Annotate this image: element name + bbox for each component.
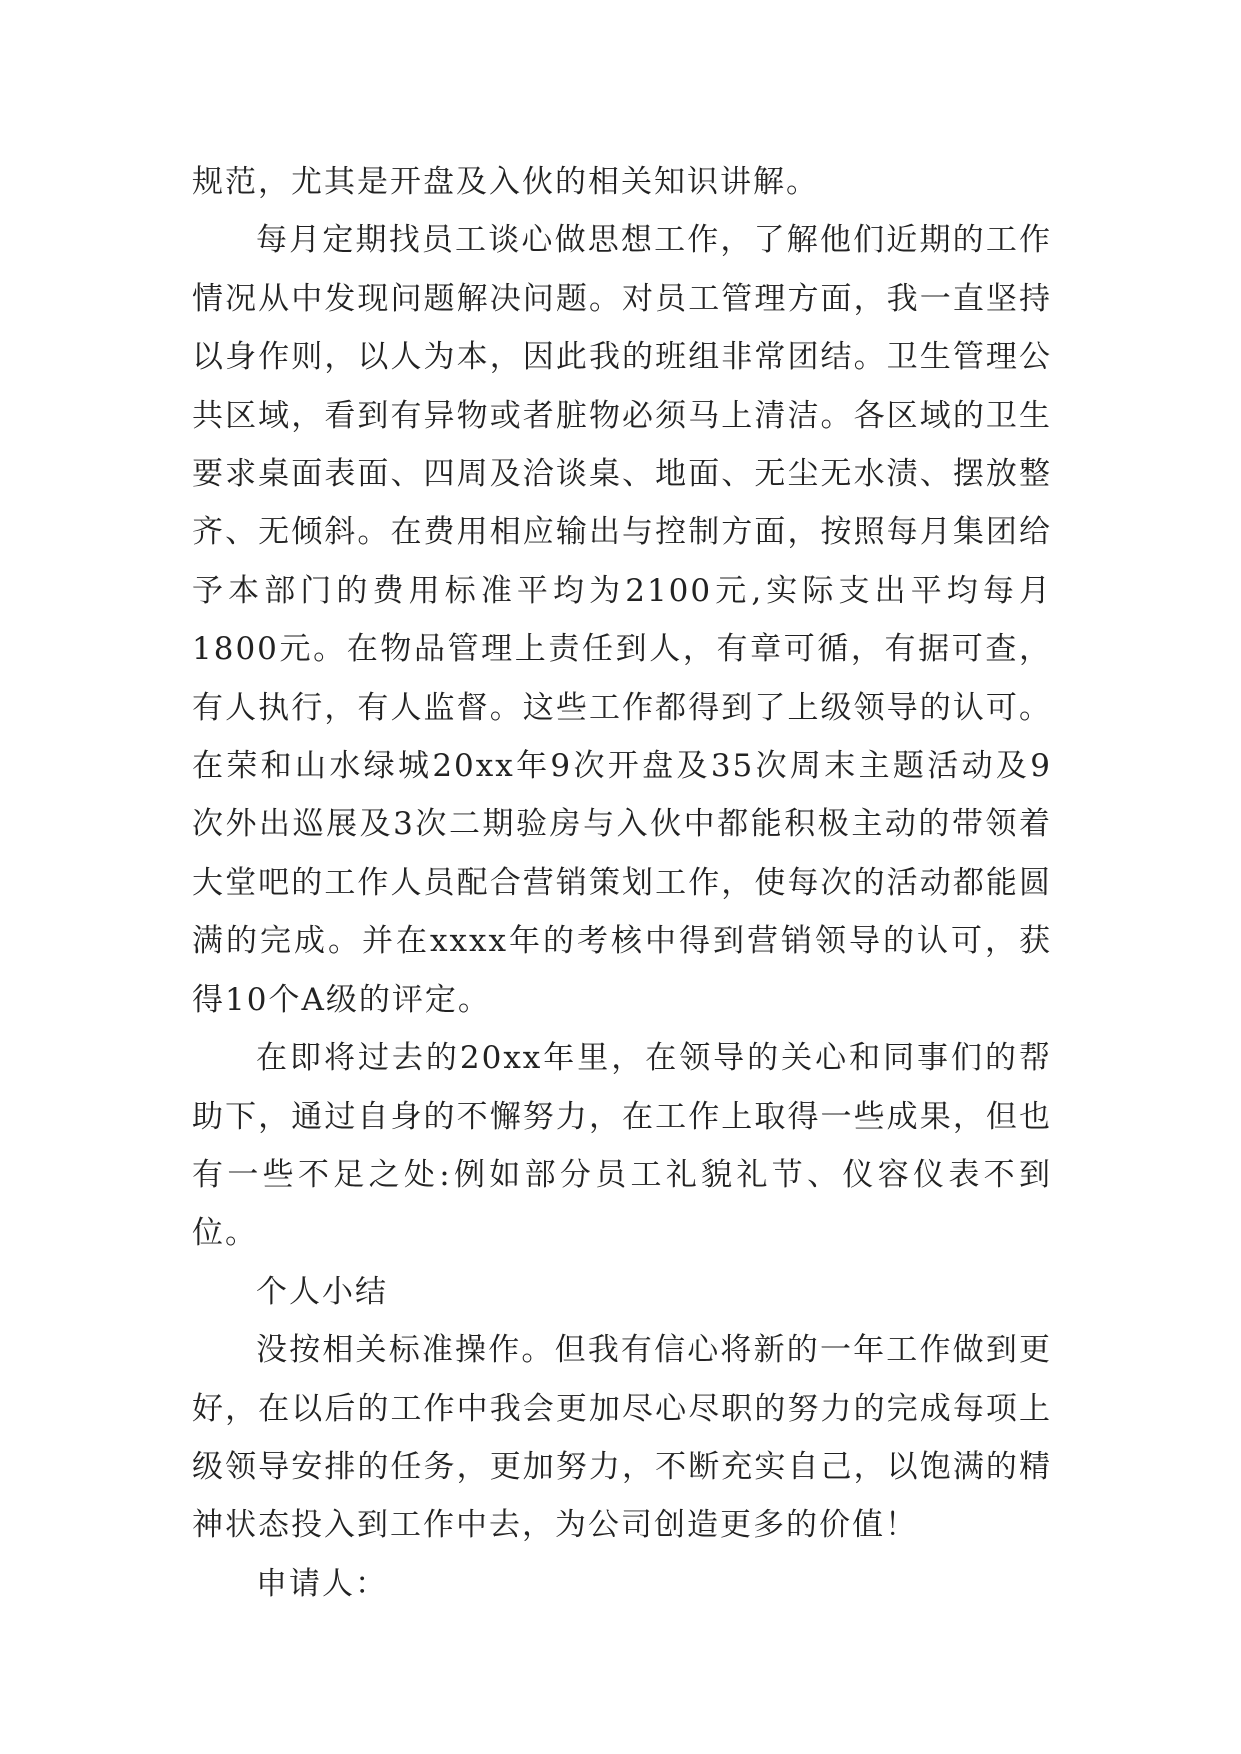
paragraph-shortcomings: 在即将过去的20xx年里，在领导的关心和同事们的帮助下，通过自身的不懈努力，在工作上取得一些成果，但也有一些不足之处:例如部分员工礼貌礼节、仪容仪表不到位。 bbox=[192, 1040, 1052, 1252]
paragraph-work-summary: 每月定期找员工谈心做思想工作，了解他们近期的工作情况从中发现问题解决问题。对员工管理方面，我一直坚持以身作则，以人为本，因此我的班组非常团结。卫生管理公共区域，看到有异物或者脏物必须马上清洁。各区域的卫生要求桌面表面、四周及洽谈桌、地面、无尘无水渍、摆放整齐、无倾斜。在费用相应输出与控制方面，按照每月集团给予本部门的费用标准平均为2100元,实际支出平均每月1800元。在物品管理上责任到人，有章可循，有据可查，有人执行，有人监督。这些工作都得到了上级领导的认可。在荣和山水绿城20xx年9次开盘及35次周末主题活动及9次外出巡展及3次二期验房与入伙中都能积极主动的带领着大堂吧的工作人员配合营销策划工作，使每次的活动都能圆满的完成。并在xxxx年的考核中得到营销领导的认可，获得10个A级的评定。 bbox=[192, 222, 1052, 1018]
section-heading: 个人小结 bbox=[256, 1273, 388, 1310]
applicant-signature-line: 申请人： bbox=[256, 1565, 388, 1602]
paragraph-outlook: 没按相关标准操作。但我有信心将新的一年工作做到更好，在以后的工作中我会更加尽心尽职的努力的完成每项上级领导安排的任务，更加努力，不断充实自己，以饱满的精神状态投入到工作中去，为公司创造更多的价值！ bbox=[192, 1332, 1052, 1544]
document-body bbox=[192, 153, 1052, 1613]
paragraph-continuation: 规范，尤其是开盘及入伙的相关知识讲解。 bbox=[192, 164, 819, 200]
